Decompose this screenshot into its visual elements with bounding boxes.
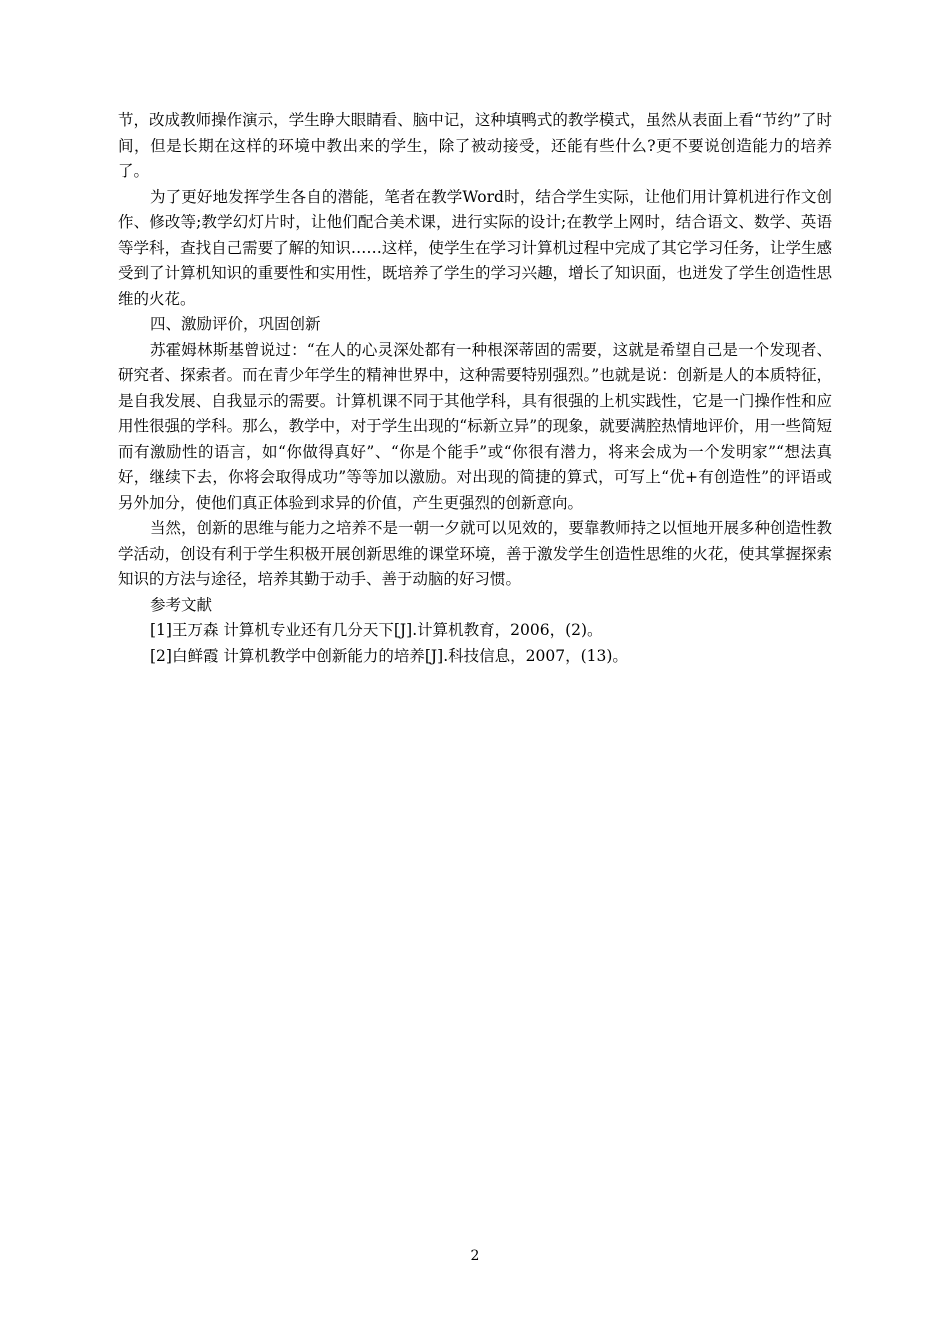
reference-item: [1]王万森 计算机专业还有几分天下[J].计算机教育，2006，(2)。 bbox=[150, 621, 603, 639]
document-body bbox=[118, 108, 832, 669]
paragraph-continuation: 节，改成教师操作演示，学生睁大眼睛看、脑中记，这种填鸭式的教学模式，虽然从表面上看“节约”了时间，但是长期在这样的环境中教出来的学生，除了被动接受，还能有些什么?更不要说创造能力的培养了。 bbox=[118, 111, 832, 180]
paragraph-sukhomlinsky-quote: 苏霍姆林斯基曾说过：“在人的心灵深处都有一种根深蒂固的需要，这就是希望自己是一个发现者、研究者、探索者。而在青少年学生的精神世界中，这种需要特别强烈。”也就是说：创新是人的本质特征，是自我发展、自我显示的需要。计算机课不同于其他学科，具有很强的上机实践性，它是一门操作性和应用性很强的学科。那么，教学中，对于学生出现的“标新立异”的现象，就要满腔热情地评价，用一些简短而有激励性的语言，如“你做得真好”、“你是个能手”或“你很有潜力，将来会成为一个发明家”“想法真好，继续下去，你将会取得成功”等等加以激励。对出现的简捷的算式，可写上“优+有创造性”的评语或另外加分，使他们真正体验到求异的价值，产生更强烈的创新意向。 bbox=[118, 340, 832, 512]
section-heading: 四、激励评价，巩固创新 bbox=[150, 315, 321, 333]
references-heading: 参考文献 bbox=[150, 595, 213, 614]
paragraph-word-teaching: 为了更好地发挥学生各自的潜能，笔者在教学Word时，结合学生实际，让他们用计算机进行作文创作、修改等;教学幻灯片时，让他们配合美术课，进行实际的设计;在教学上网时，结合语文、数学、英语等学科，查找自己需要了解的知识……这样，使学生在学习计算机过程中完成了其它学习任务，让学生感受到了计算机知识的重要性和实用性，既培养了学生的学习兴趣，增长了知识面，也迸发了学生创造性思维的火花。 bbox=[118, 187, 832, 308]
page-number: 2 bbox=[470, 1248, 480, 1264]
reference-item: [2]白鲜霞 计算机教学中创新能力的培养[J].科技信息，2007，(13)。 bbox=[150, 646, 628, 665]
paragraph-conclusion: 当然，创新的思维与能力之培养不是一朝一夕就可以见效的，要靠教师持之以恒地开展多种创造性教学活动，创设有利于学生积极开展创新思维的课堂环境，善于激发学生创造性思维的火花，使其掌握探索知识的方法与途径，培养其勤于动手、善于动脑的好习惯。 bbox=[118, 519, 833, 588]
